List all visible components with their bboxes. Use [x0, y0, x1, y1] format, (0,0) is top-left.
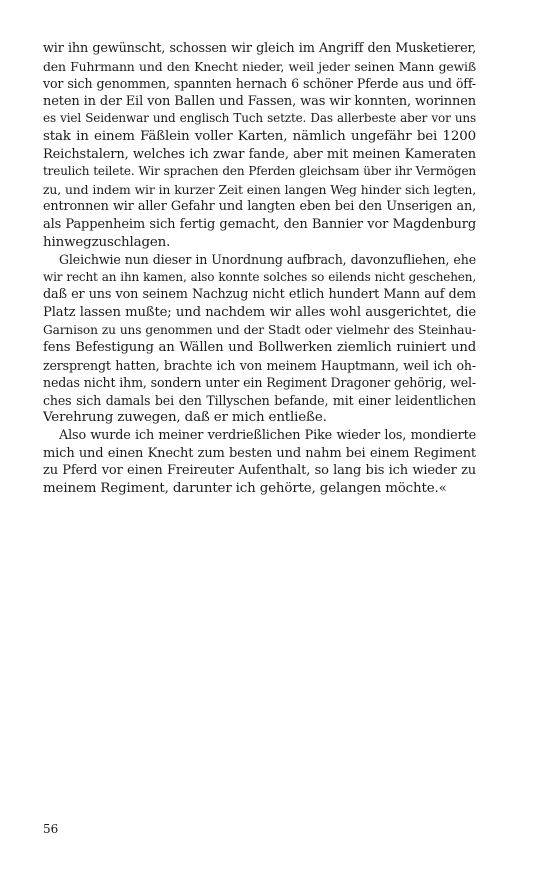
body-text: [43, 40, 476, 497]
text-line: mich und einen Knecht zum besten und nahm bei einem Regiment: [43, 445, 476, 461]
text-line: den Fuhrmann und den Knecht nieder, weil jeder seinen Mann gewiß: [43, 58, 476, 74]
text-line: ches sich damals bei den Tillyschen befande, mit einer leidentlichen: [43, 392, 476, 408]
text-line: hinwegzuschlagen.: [43, 234, 171, 250]
text-line: entronnen wir aller Gefahr und langten eben bei den Unserigen an,: [43, 199, 476, 215]
text-line: Platz lassen mußte; und nachdem wir alles wohl ausgerichtet, die: [43, 304, 476, 320]
text-line: Garnison zu uns genommen und der Stadt oder vielmehr des Steinhau-: [43, 322, 476, 337]
paragraph-1: [43, 40, 476, 251]
text-line: Also wurde ich meiner verdrießlichen Pike wieder los, mondierte: [59, 428, 476, 444]
text-line: neten in der Eil von Ballen und Fassen, was wir konnten, worinnen: [43, 93, 476, 109]
text-line: daß er uns von seinem Nachzug nicht etlich hundert Mann auf dem: [43, 287, 476, 303]
text-line: wir recht an ihn kamen, also konnte solches so eilends nicht geschehen,: [43, 269, 476, 284]
text-line: vor sich genommen, spannten hernach 6 schöner Pferde aus und öff-: [43, 76, 476, 92]
paragraph-3: [43, 427, 476, 497]
text-line: Reichstalern, welches ich zwar fande, aber mit meinen Kameraten: [43, 146, 476, 162]
paragraph-2: [43, 251, 476, 427]
text-line: es viel Seidenwar und englisch Tuch setzte. Das allerbeste aber vor uns: [43, 111, 476, 126]
text-line: wir ihn gewünscht, schossen wir gleich im Angriff den Musketierer,: [43, 41, 476, 56]
text-line: Verehrung zuwegen, daß er mich entließe.: [43, 410, 327, 426]
text-line: als Pappenheim sich fertig gemacht, den Bannier vor Magdenburg: [43, 216, 476, 232]
text-line: stak in einem Fäßlein voller Karten, nämlich ungefähr bei 1200: [43, 128, 476, 144]
text-line: meinem Regiment, darunter ich gehörte, gelangen möchte.«: [43, 480, 447, 496]
text-line: fens Befestigung an Wällen und Bollwerken ziemlich ruiniert und: [43, 340, 476, 356]
text-line: Gleichwie nun dieser in Unordnung aufbrach, davonzufliehen, ehe: [59, 252, 476, 268]
text-line: zu Pferd vor einen Freireuter Aufenthalt, so lang bis ich wieder zu: [43, 463, 476, 479]
text-line: treulich teilete. Wir sprachen den Pferden gleichsam über ihr Vermögen: [43, 164, 476, 179]
page-number: 56: [43, 822, 59, 836]
text-line: nedas nicht ihm, sondern unter ein Regiment Dragoner gehörig, wel-: [43, 375, 476, 391]
text-line: zersprengt hatten, brachte ich von meinem Hauptmann, weil ich oh-: [43, 357, 476, 373]
text-line: zu, und indem wir in kurzer Zeit einen langen Weg hinder sich legten,: [43, 181, 476, 197]
